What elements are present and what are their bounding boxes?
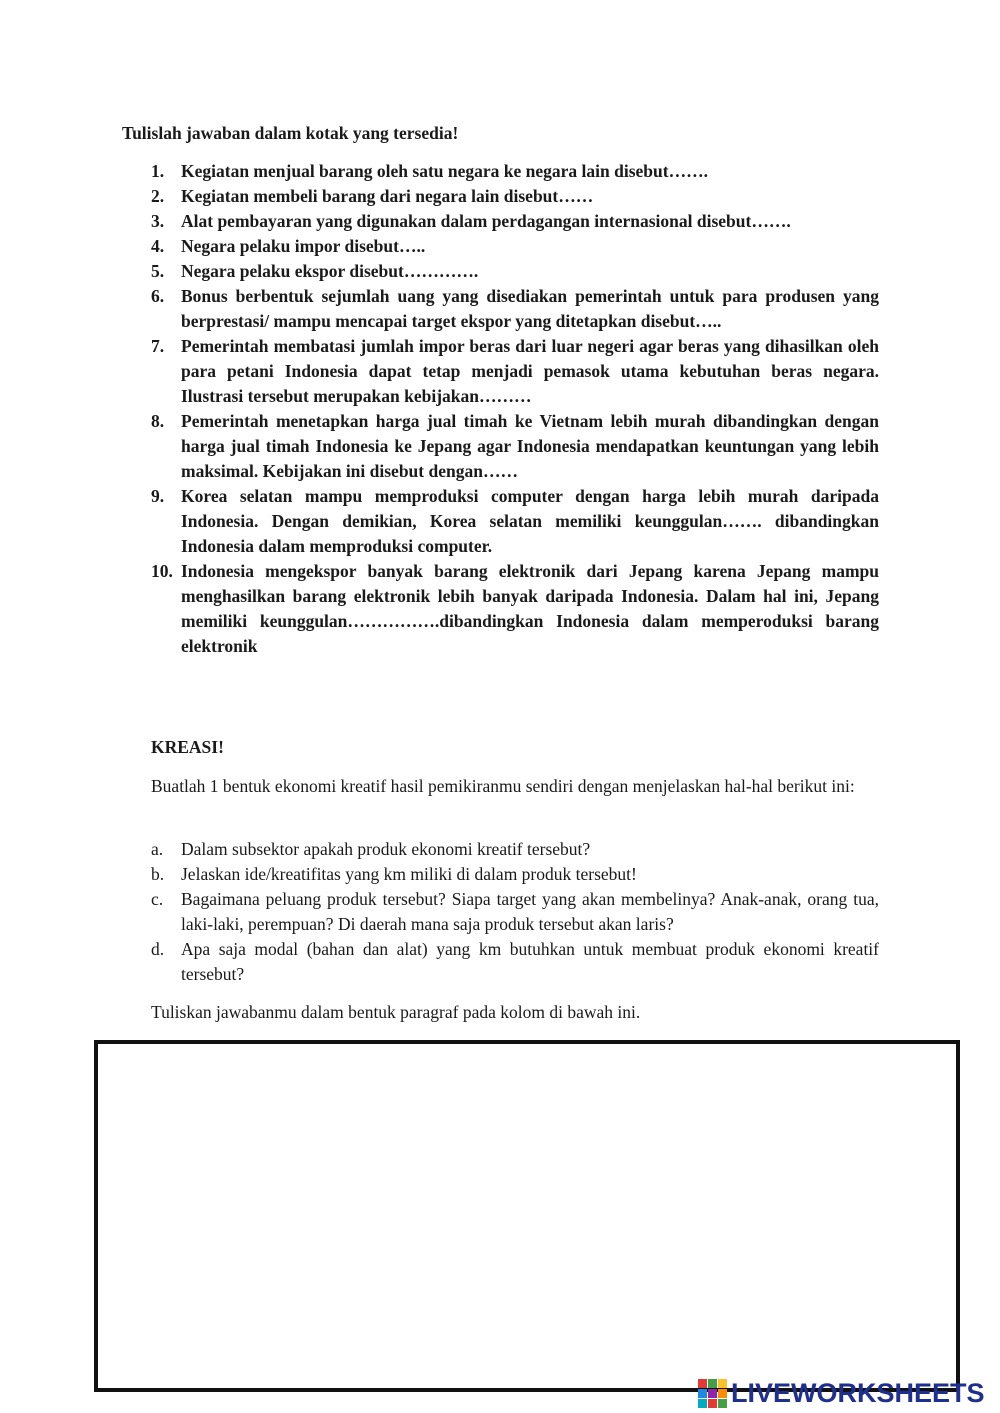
question-number: 4. bbox=[151, 236, 165, 256]
question-number: 5. bbox=[151, 261, 165, 281]
liveworksheets-watermark bbox=[698, 1376, 985, 1410]
kreasi-item bbox=[151, 862, 879, 887]
kreasi-item-letter: a. bbox=[151, 839, 164, 859]
question-text: Kegiatan menjual barang oleh satu negara ke negara lain disebut……. bbox=[181, 161, 708, 181]
kreasi-list bbox=[151, 837, 879, 987]
liveworksheets-logo-icon bbox=[698, 1379, 727, 1408]
logo-cell bbox=[698, 1389, 707, 1398]
logo-cell bbox=[718, 1379, 727, 1388]
kreasi-item-text: Bagaimana peluang produk tersebut? Siapa target yang akan membelinya? Anak-anak, orang tua, laki-laki, perempuan? Di daerah mana saja produk tersebut akan laris? bbox=[181, 889, 879, 934]
question-number: 8. bbox=[151, 411, 165, 431]
kreasi-heading: KREASI! bbox=[151, 737, 224, 757]
question-number: 3. bbox=[151, 211, 165, 231]
question-text: Korea selatan mampu memproduksi computer dengan harga lebih murah daripada Indonesia. Dengan demikian, Korea selatan memiliki keunggulan……. dibandingkan Indonesia dalam memproduksi computer. bbox=[181, 486, 879, 556]
question-number: 10. bbox=[151, 561, 173, 581]
question-text: Pemerintah membatasi jumlah impor beras dari luar negeri agar beras yang dihasilkan oleh para petani Indonesia dapat tetap menjadi pemasok utama kebutuhan beras negara. Ilustrasi tersebut merupakan kebijakan……… bbox=[181, 336, 879, 406]
logo-cell bbox=[718, 1389, 727, 1398]
kreasi-item-text: Jelaskan ide/kreatifitas yang km miliki di dalam produk tersebut! bbox=[181, 864, 637, 884]
question-item bbox=[151, 234, 879, 259]
kreasi-item bbox=[151, 937, 879, 987]
instruction-text: Tulislah jawaban dalam kotak yang tersedia! bbox=[122, 123, 459, 143]
logo-cell bbox=[708, 1389, 717, 1398]
kreasi-item-text: Dalam subsektor apakah produk ekonomi kreatif tersebut? bbox=[181, 839, 591, 859]
question-text: Negara pelaku impor disebut….. bbox=[181, 236, 426, 256]
logo-cell bbox=[708, 1399, 717, 1408]
kreasi-item-letter: b. bbox=[151, 864, 165, 884]
question-number: 2. bbox=[151, 186, 165, 206]
question-list bbox=[151, 159, 879, 659]
question-item bbox=[151, 409, 879, 484]
kreasi-intro-text: Buatlah 1 bentuk ekonomi kreatif hasil pemikiranmu sendiri dengan menjelaskan hal-hal berikut ini: bbox=[151, 776, 855, 796]
question-text: Alat pembayaran yang digunakan dalam perdagangan internasional disebut……. bbox=[181, 211, 791, 231]
answer-text-box[interactable] bbox=[94, 1040, 960, 1392]
kreasi-item bbox=[151, 837, 879, 862]
question-number: 7. bbox=[151, 336, 165, 356]
closing-instruction: Tuliskan jawabanmu dalam bentuk paragraf pada kolom di bawah ini. bbox=[151, 1002, 641, 1022]
kreasi-item-letter: d. bbox=[151, 939, 165, 959]
logo-cell bbox=[718, 1399, 727, 1408]
kreasi-item bbox=[151, 887, 879, 937]
logo-cell bbox=[698, 1379, 707, 1388]
question-text: Negara pelaku ekspor disebut…………. bbox=[181, 261, 479, 281]
question-item bbox=[151, 259, 879, 284]
question-number: 1. bbox=[151, 161, 165, 181]
question-item bbox=[151, 284, 879, 334]
question-item bbox=[151, 559, 879, 659]
watermark-text: LIVEWORKSHEETS bbox=[731, 1378, 985, 1408]
question-item bbox=[151, 334, 879, 409]
question-number: 9. bbox=[151, 486, 165, 506]
logo-cell bbox=[698, 1399, 707, 1408]
question-text: Pemerintah menetapkan harga jual timah ke Vietnam lebih murah dibandingkan dengan harga jual timah Indonesia ke Jepang agar Indonesia mendapatkan keuntungan yang lebih maksimal. Kebijakan ini disebut dengan…… bbox=[181, 411, 879, 481]
question-text: Kegiatan membeli barang dari negara lain disebut…… bbox=[181, 186, 594, 206]
question-item bbox=[151, 184, 879, 209]
question-item bbox=[151, 159, 879, 184]
question-text: Bonus berbentuk sejumlah uang yang disediakan pemerintah untuk para produsen yang berprestasi/ mampu mencapai target ekspor yang ditetapkan disebut….. bbox=[181, 286, 879, 331]
question-item bbox=[151, 209, 879, 234]
question-number: 6. bbox=[151, 286, 165, 306]
logo-cell bbox=[708, 1379, 717, 1388]
question-item bbox=[151, 484, 879, 559]
question-text: Indonesia mengekspor banyak barang elektronik dari Jepang karena Jepang mampu menghasilkan barang elektronik lebih banyak daripada Indonesia. Dalam hal ini, Jepang memiliki keunggulan…………….dibandingkan Indonesia dalam memperoduksi barang elektronik bbox=[181, 561, 879, 656]
kreasi-item-text: Apa saja modal (bahan dan alat) yang km butuhkan untuk membuat produk ekonomi kreatif tersebut? bbox=[181, 939, 879, 984]
kreasi-item-letter: c. bbox=[151, 889, 164, 909]
